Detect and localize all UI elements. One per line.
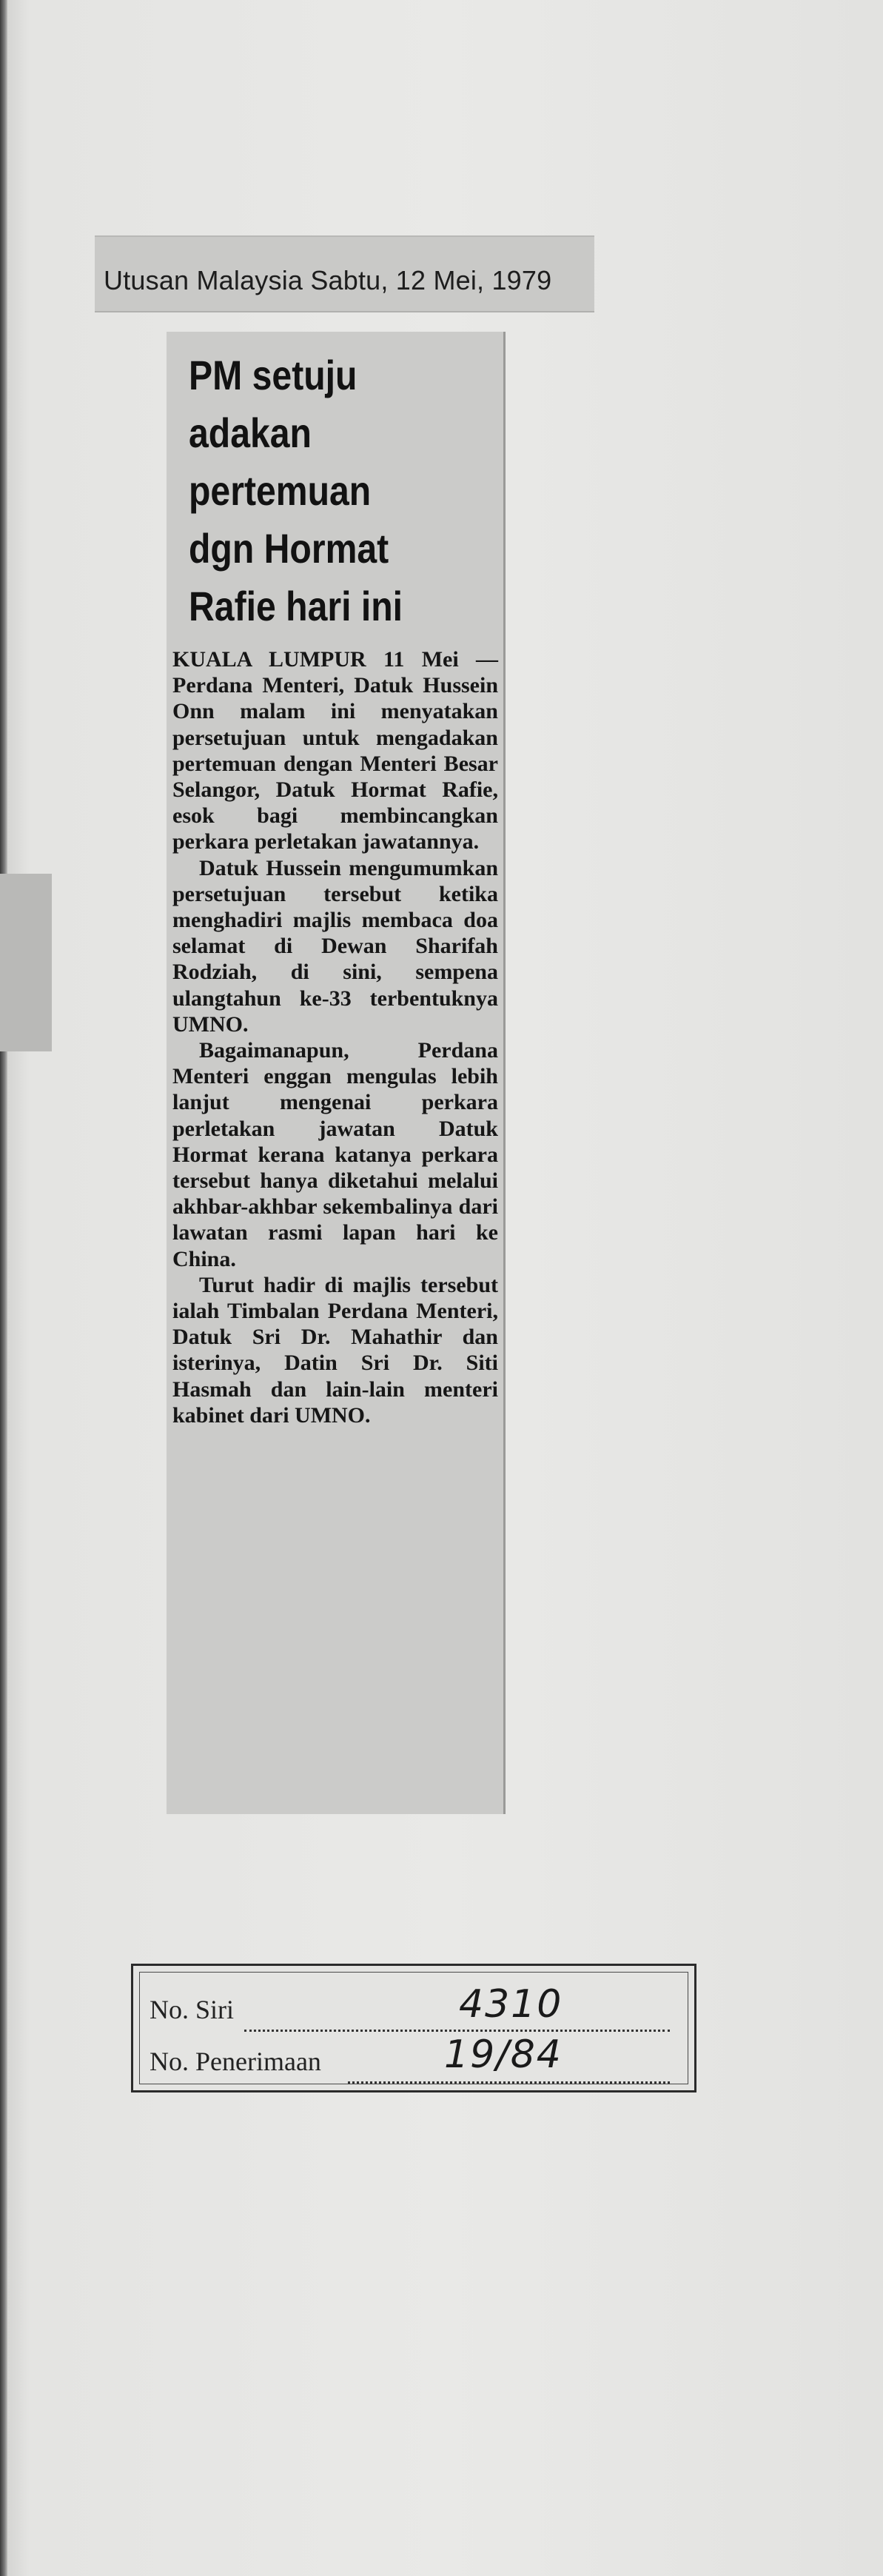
newspaper-clipping — [167, 332, 506, 1814]
penerimaan-value: 19/84 — [444, 2033, 563, 2077]
article-paragraph: Bagaimanapun, Perdana Menteri enggan mengulas lebih lanjut mengenai perkara perletakan jawatan Datuk Hormat kerana katanya perkara tersebut hanya diketahui melalui akhbar-akhbar sekembalinya dari lawatan rasmi lapan hari ke China. — [172, 1038, 498, 1271]
headline — [189, 347, 456, 635]
headline-line: PM setuju — [189, 352, 357, 398]
penerimaan-dotted-line — [348, 2081, 670, 2084]
article-paragraph: KUALA LUMPUR 11 Mei — Perdana Menteri, Datuk Hussein Onn malam ini menyatakan persetujuan untuk mengadakan pertemuan dengan Menteri Besar Selangor, Datuk Hormat Rafie, esok bagi membincangkan perkara perletakan jawatannya. — [172, 647, 498, 854]
siri-dotted-line — [244, 2030, 670, 2032]
headline-line: Rafie hari ini — [189, 583, 403, 629]
binding-edge — [0, 0, 7, 2576]
headline-line: pertemuan — [189, 467, 372, 514]
headline-line: dgn Hormat — [189, 525, 389, 572]
article-paragraph: Datuk Hussein mengumumkan persetujuan tersebut ketika menghadiri majlis membaca doa selamat di Dewan Sharifah Rodziah, di sini, sempena ulangtahun ke-33 terbentuknya UMNO. — [172, 855, 498, 1037]
article-paragraph: Turut hadir di majlis tersebut ialah Timbalan Perdana Menteri, Datuk Sri Dr. Mahathir dan isterinya, Datin Sri Dr. Siti Hasmah dan lain-lain menteri kabinet dari UMNO. — [172, 1272, 498, 1428]
source-strip — [95, 235, 594, 312]
article-body — [172, 646, 498, 1428]
source-line: Utusan Malaysia Sabtu, 12 Mei, 1979 — [104, 265, 552, 295]
siri-label: No. Siri — [150, 1995, 235, 2024]
headline-line: adakan — [189, 409, 312, 456]
penerimaan-label: No. Penerimaan — [150, 2047, 321, 2076]
page-tab-mark — [0, 874, 52, 1051]
siri-value: 4310 — [459, 1982, 563, 2027]
registry-stamp — [131, 1964, 696, 2092]
